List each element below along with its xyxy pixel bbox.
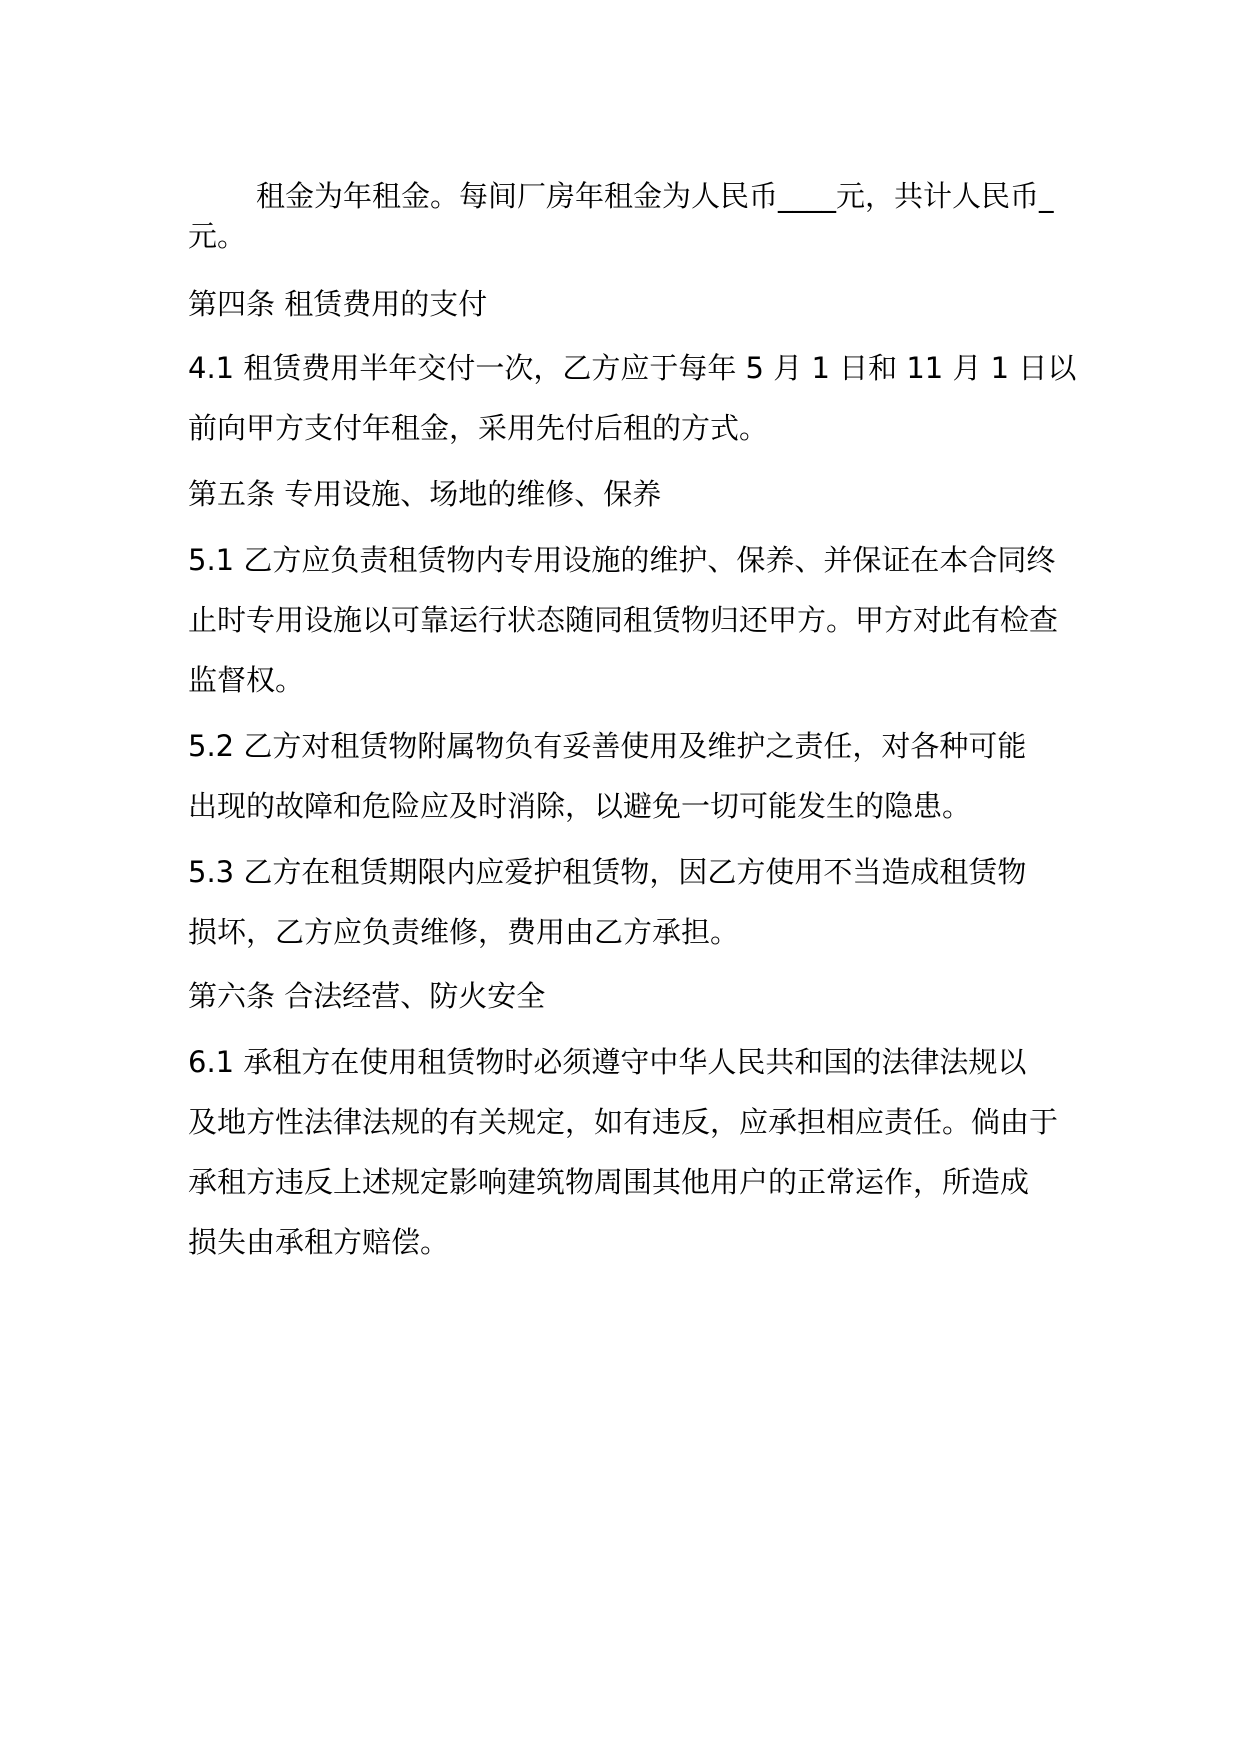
clause-6-1-line-3: 承租方违反上述规定影响建筑物周围其他用户的正常运作，所造成 — [188, 1165, 1030, 1199]
article-6-heading: 第六条 合法经营、防火安全 — [188, 979, 546, 1013]
clause-6-1-line-4: 损失由承租方赔偿。 — [188, 1225, 450, 1259]
clause-5-1-line-1: 5.1 乙方应负责租赁物内专用设施的维护、保养、并保证在本合同终 — [188, 543, 1056, 577]
paragraph-rent-line-2: 元。 — [188, 219, 247, 253]
paragraph-rent-line-1: 租金为年租金。每间厂房年租金为人民币____元，共计人民币_ — [256, 179, 1054, 213]
clause-5-1-line-3: 监督权。 — [188, 663, 305, 697]
clause-4-1-line-1: 4.1 租赁费用半年交付一次，乙方应于每年 5 月 1 日和 11 月 1 日以 — [188, 351, 1077, 385]
clause-4-1-line-2: 前向甲方支付年租金，采用先付后租的方式。 — [188, 411, 769, 445]
clause-6-1-line-1: 6.1 承租方在使用租赁物时必须遵守中华人民共和国的法律法规以 — [188, 1045, 1027, 1079]
clause-5-3-line-1: 5.3 乙方在租赁期限内应爱护租赁物，因乙方使用不当造成租赁物 — [188, 855, 1027, 889]
clause-5-2-line-2: 出现的故障和危险应及时消除，以避免一切可能发生的隐患。 — [188, 789, 972, 823]
clause-5-3-line-2: 损坏，乙方应负责维修，费用由乙方承担。 — [188, 915, 740, 949]
clause-6-1-line-2: 及地方性法律法规的有关规定，如有违反，应承担相应责任。倘由于 — [188, 1105, 1059, 1139]
article-5-heading: 第五条 专用设施、场地的维修、保养 — [188, 477, 662, 511]
article-4-heading: 第四条 租赁费用的支付 — [188, 287, 488, 321]
clause-5-2-line-1: 5.2 乙方对租赁物附属物负有妥善使用及维护之责任，对各种可能 — [188, 729, 1027, 763]
clause-5-1-line-2: 止时专用设施以可靠运行状态随同租赁物归还甲方。甲方对此有检查 — [188, 603, 1059, 637]
